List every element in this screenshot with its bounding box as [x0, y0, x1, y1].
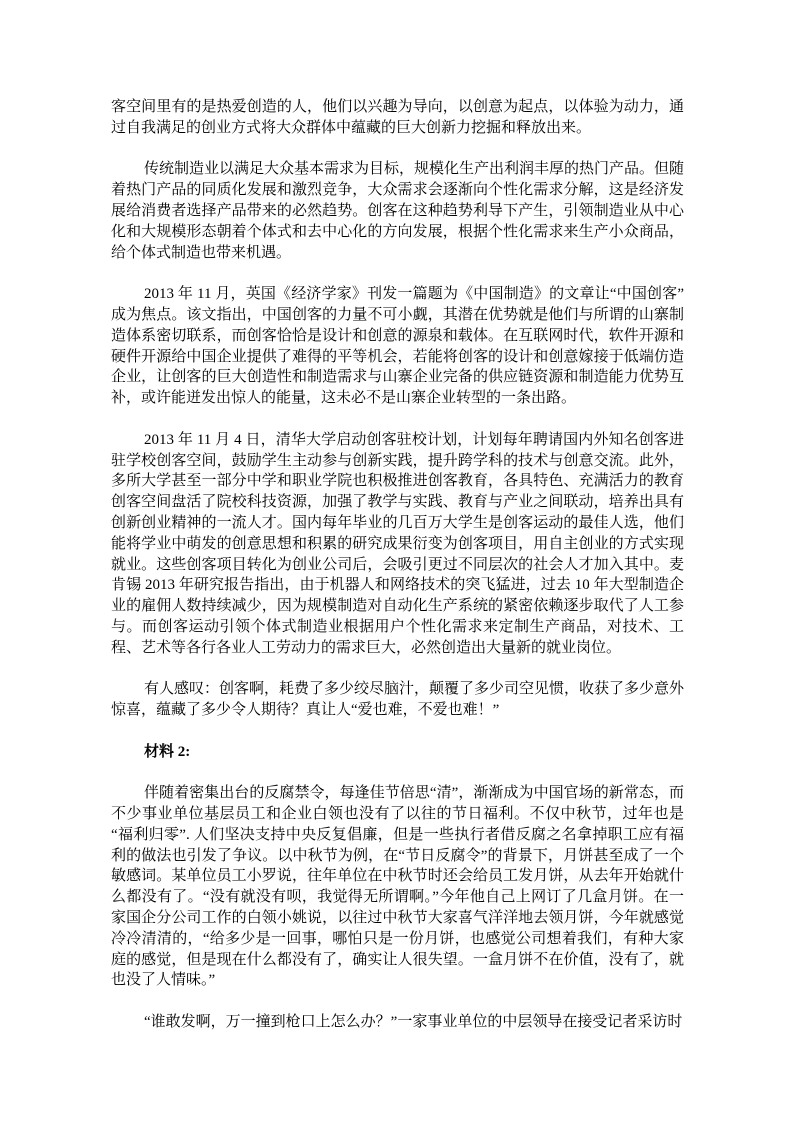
- paragraph-traditional-manufacturing: 传统制造业以满足大众基本需求为目标，规模化生产出利润丰厚的热门产品。但随着热门产品的同质化发展和激烈竞争，大众需求会逐渐向个性化需求分解，这是经济发展给消费者选择产品带来的必然趋势。创客在这种趋势利导下产生，引领制造业从中心化和大规模形态朝着个体式和去中心化的方向发展，根据个性化需求来生产小众商品，给个体式制造也带来机遇。: [111, 161, 685, 261]
- paragraph-makerspace-continuation: 客空间里有的是热爱创造的人，他们以兴趣为导向，以创意为起点，以体验为动力，通过自我满足的创业方式将大众群体中蕴藏的巨大创新力挖掘和释放出来。: [111, 99, 684, 136]
- paragraph-tsinghua-maker-plan: 2013 年 11 月 4 日，清华大学启动创客驻校计划，计划每年聘请国内外知名创客进驻学校创客空间，鼓励学生主动参与创新实践，提升跨学科的技术与创意交流。此外，多所大学甚至一部分中学和职业学院也积极推进创客教育，各具特色、充满活力的教育创客空间盘活了院校科技资源，加强了教学与实践、教育与产业之间联动，培养出具有创新创业精神的一流人才。国内每年毕业的几百万大学生是创客运动的最佳人选，他们能将学业中萌发的创意思想和积累的研究成果衍变为创客项目，用自主创业的方式实现就业。这些创客项目转化为创业公司后，会吸引更过不同层次的社会人才加入其中。麦肯锡 2013 年研究报告指出，由于机器人和网络技术的突飞猛进，过去 10 年大型制造企业的雇佣人数持续减少，因为规模制造对自动化生产系统的紧密依赖逐步取代了人工参与。而创客运动引领个体式制造业根据用户个性化需求来定制生产商品，对技术、工程、艺术等各行各业人工劳动力的需求巨大，必然创造出大量新的就业岗位。: [111, 431, 684, 656]
- material-2-heading: 材料 2:: [144, 743, 191, 760]
- paragraph-official-interview: “谁敢发啊，万一撞到枪口上怎么办？”一家事业单位的中层领导在接受记者采访时: [144, 1014, 683, 1031]
- paragraph-anticorruption-welfare: 伴随着密集出台的反腐禁令，每逢佳节倍思“清”，渐渐成为中国官场的新常态，而不少事业单位基层员工和企业白领也没有了以往的节日福利。不仅中秋节，过年也是“福利归零”. 人们坚决支持中央反复倡廉，但是一些执行者借反腐之名拿掉职工应有福利的做法也引发了争议。以中秋节为例，在“节日反腐令”的背景下，月饼甚至成了一个敏感词。某单位员工小罗说，往年单位在中秋节时还会给员工发月饼，从去年开始就什么都没有了。“没有就没有呗，我觉得无所谓啊。”今年他自己上网订了几盒月饼。在一家国企分公司工作的白领小姚说，以往过中秋节大家喜气洋洋地去领月饼，今年就感觉冷冷清清的，“给多少是一回事，哪怕只是一份月饼，也感觉公司想着我们，有种大家庭的感觉，但是现在什么都没有了，确实让人很失望。一盒月饼不在价值，没有了，就也没了人情味。”: [111, 785, 684, 989]
- paragraph-maker-exclamation: 有人感叹：创客啊，耗费了多少绞尽脑汁，颠覆了多少司空见惯，收获了多少意外惊喜，蕴藏了多少令人期待？真让人“爱也难，不爱也难！”: [111, 681, 685, 719]
- paragraph-economist-article: 2013 年 11 月，英国《经济学家》刊发一篇题为《中国制造》的文章让“中国创客”成为焦点。该文指出，中国创客的力量不可小觑，其潜在优势就是他们与所谓的山寨制造体系密切联系，而创客恰恰是设计和创意的源泉和载体。在互联网时代，软件开源和硬件开源给中国企业提供了难得的平等机会，若能将创客的设计和创意嫁接于低端仿造企业，让创客的巨大创造性和制造需求与山寨企业完备的供应链资源和制造能力优势互补，或许能迸发出惊人的能量，这未必不是山寨企业转型的一条出路。: [111, 286, 684, 407]
